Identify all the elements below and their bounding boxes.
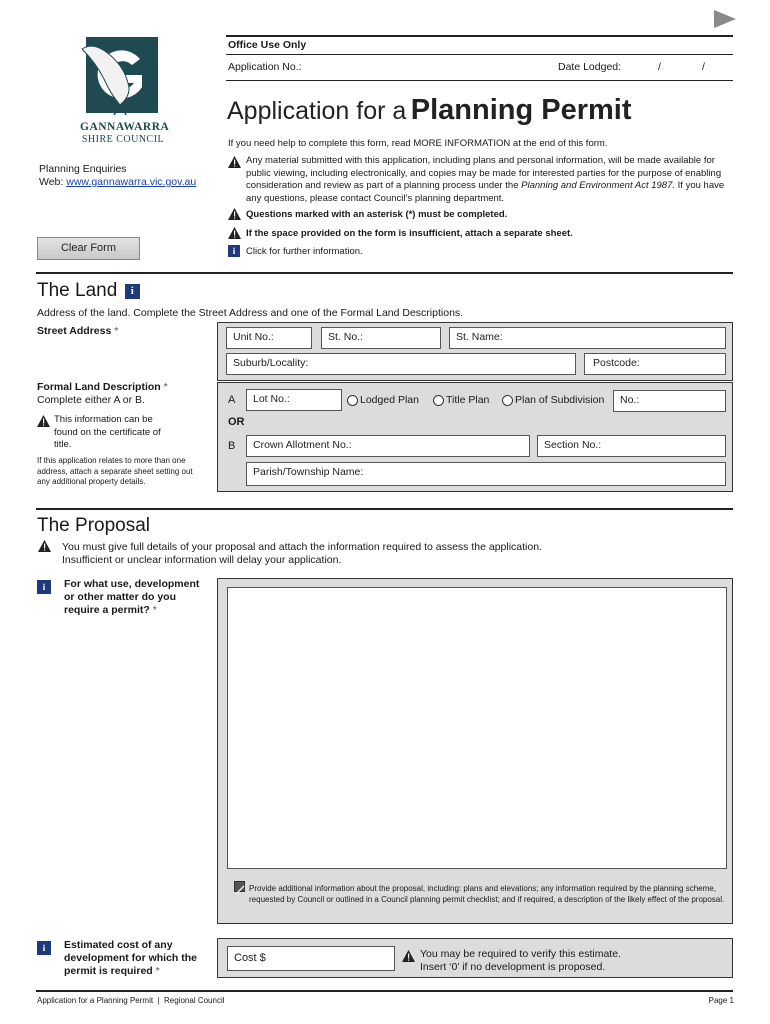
office-top-rule: [226, 35, 733, 37]
certificate-warning-icon: [37, 414, 50, 432]
date-slash-1: /: [658, 61, 661, 73]
proposal-warning-icon: [38, 539, 51, 557]
notice-3-warning-icon: [228, 226, 241, 244]
formal-land-asterisk: *: [163, 381, 168, 393]
cost-info-icon[interactable]: i: [37, 941, 51, 955]
postcode-field[interactable]: Postcode:: [584, 353, 726, 375]
street-name-field[interactable]: St. Name:: [449, 327, 726, 349]
street-no-field[interactable]: St. No.:: [321, 327, 441, 349]
unit-no-field[interactable]: Unit No.:: [226, 327, 312, 349]
notice-2-warning-icon: [228, 207, 241, 225]
application-number-label: Application No.:: [228, 61, 302, 73]
proposal-heading: The Proposal: [37, 515, 151, 536]
lodged-plan-label: Lodged Plan: [360, 394, 419, 406]
office-mid-rule: [226, 54, 733, 55]
land-heading-text: The Land: [37, 280, 118, 301]
certificate-note: This information can be found on the certificate of title.: [54, 414, 161, 450]
cost-question: [64, 939, 214, 978]
notice-1-text: [246, 155, 736, 205]
notice-4-text: Click for further information.: [246, 246, 363, 257]
title-bold: Planning Permit: [410, 94, 632, 126]
verify-warning-icon: [402, 949, 415, 967]
proposal-textarea[interactable]: [227, 587, 727, 869]
notice-1-part-b: If you have any questions, please contact Council’s planning department.: [246, 180, 725, 204]
enquiries-label: Planning Enquiries: [39, 163, 127, 175]
plan-subdivision-radio[interactable]: [502, 394, 604, 407]
date-lodged-label: Date Lodged:: [558, 61, 622, 73]
footer-rule: [36, 990, 733, 992]
council-logo: [80, 33, 164, 117]
notice-2-text: Questions marked with an asterisk (*) must be completed.: [246, 209, 508, 220]
council-sub: SHIRE COUNCIL: [81, 134, 165, 145]
plan-no-field[interactable]: No.:: [613, 390, 726, 412]
notice-1-part-a: Any material submitted with this application, including plans and personal information, will be made available for public viewing, including electronically, and copies may be made for interested parties for the purpose of enabling consideration and review as part of a planning process under the: [246, 155, 722, 191]
title-plan-radio[interactable]: [433, 394, 489, 407]
proposal-top-rule: [36, 508, 733, 510]
land-intro: Address of the land. Complete the Street Address and one of the Formal Land Descriptions.: [37, 307, 464, 319]
section-no-field[interactable]: Section No.:: [537, 435, 726, 457]
help-text: If you need help to complete this form, read MORE INFORMATION at the end of this form.: [228, 138, 608, 149]
clear-form-button[interactable]: Clear Form: [37, 237, 140, 260]
page-title: [227, 94, 632, 127]
next-page-arrow-icon[interactable]: [714, 10, 736, 28]
title-plan-radio-circle[interactable]: [433, 395, 444, 406]
web-link[interactable]: www.gannawarra.vic.gov.au: [66, 176, 197, 188]
provide-info-text: Provide additional information about the proposal, including: plans and elevations; any information required by the planning scheme, requested by Council or outlined in a Council planning permit checklist; and if required, a description of the likely effect of the proposal.: [249, 884, 725, 904]
formal-land-label: [37, 381, 168, 394]
land-heading: [37, 280, 140, 302]
footer-page-number: Page 1: [708, 996, 734, 1005]
option-b-label: B: [228, 440, 236, 452]
edit-note-icon: [234, 881, 245, 892]
use-question-text: For what use, development or other matter do you require a permit?: [64, 578, 200, 616]
land-top-rule: [36, 272, 733, 274]
use-question: [64, 578, 209, 617]
verify-line-1: You may be required to verify this estimate.: [420, 948, 621, 960]
footer-left: Application for a Planning Permit | Regional Council: [37, 996, 225, 1005]
cost-question-text: Estimated cost of any development for which the permit is required: [64, 939, 198, 977]
cost-question-asterisk: *: [155, 965, 160, 977]
title-plan-label: Title Plan: [446, 394, 490, 406]
lodged-plan-radio-circle[interactable]: [347, 395, 358, 406]
plan-subdivision-label: Plan of Subdivision: [515, 394, 605, 406]
proposal-warning-line-1: You must give full details of your proposal and attach the information required to assess the application.: [62, 541, 542, 553]
notice-3-text: If the space provided on the form is insufficient, attach a separate sheet.: [246, 228, 573, 239]
street-address-label-text: Street Address: [37, 325, 112, 337]
formal-land-sub: Complete either A or B.: [37, 394, 145, 406]
option-a-label: A: [228, 394, 236, 406]
crown-allotment-field[interactable]: Crown Allotment No.:: [246, 435, 530, 457]
use-question-asterisk: *: [152, 604, 157, 616]
formal-land-label-text: Formal Land Description: [37, 381, 161, 393]
web-label: Web:: [39, 176, 64, 188]
council-name: GANNAWARRA: [80, 121, 170, 133]
notice-1-act: Planning and Environment Act 1987.: [521, 180, 676, 191]
verify-line-2: Insert ‘0’ if no development is proposed.: [420, 961, 606, 973]
parish-field[interactable]: Parish/Township Name:: [246, 462, 726, 486]
date-slash-2: /: [702, 61, 705, 73]
cost-field[interactable]: Cost $: [227, 946, 395, 971]
title-light: Application for a: [227, 97, 407, 125]
notice-1-warning-icon: [228, 155, 241, 173]
street-address-label: [37, 325, 118, 338]
proposal-warning-line-2: Insufficient or unclear information will delay your application.: [62, 554, 342, 566]
suburb-field[interactable]: Suburb/Locality:: [226, 353, 576, 375]
multi-address-note: If this application relates to more than one address, attach a separate sheet setting out any additional property details.: [37, 456, 193, 486]
lot-no-field[interactable]: Lot No.:: [246, 389, 342, 411]
web-line: [39, 176, 196, 189]
street-address-asterisk: *: [114, 325, 119, 337]
office-bottom-rule: [226, 80, 733, 81]
plan-subdivision-radio-circle[interactable]: [502, 395, 513, 406]
office-use-title: Office Use Only: [228, 39, 307, 51]
use-info-icon[interactable]: i: [37, 580, 51, 594]
land-info-icon[interactable]: i: [125, 284, 140, 299]
or-label: OR: [228, 416, 245, 428]
lodged-plan-radio[interactable]: [347, 394, 419, 407]
info-icon[interactable]: i: [228, 245, 240, 257]
